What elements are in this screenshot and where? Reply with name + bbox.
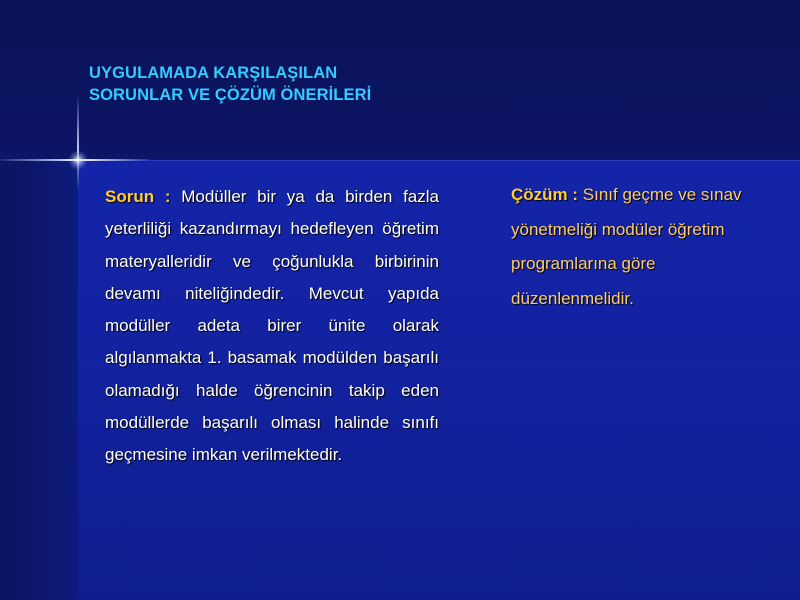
decorative-vertical-line: [77, 95, 79, 190]
solution-paragraph: [511, 178, 773, 316]
sparkle-icon: [68, 150, 88, 170]
solution-label: Çözüm :: [511, 185, 579, 204]
problem-paragraph: [105, 181, 439, 472]
problem-label: Sorun :: [105, 187, 171, 206]
slide-title-line-2: SORUNLAR VE ÇÖZÜM ÖNERİLERİ: [89, 86, 372, 104]
problem-text: Modüller bir ya da birden fazla yeterliliği kazandırmayı hedefleyen öğretim materyalleridir ve çoğunlukla birbirinin devamı niteliğindedir. Mevcut yapıda modüller adeta birer ünite olarak algılanmakta 1. basamak modülden başarılı olamadığı halde öğrencinin takip eden modüllerde başarılı olması halinde sınıfı geçmesine imkan verilmektedir.: [105, 187, 439, 465]
decorative-divider-line: [150, 160, 800, 161]
left-band: [0, 160, 78, 600]
slide-title-line-1: UYGULAMADA KARŞILAŞILAN: [89, 64, 338, 82]
solution-text: Sınıf geçme ve sınav yönetmeliği modüler öğretim programlarına göre düzenlenmelidir.: [511, 185, 742, 308]
slide-title: [89, 62, 371, 106]
